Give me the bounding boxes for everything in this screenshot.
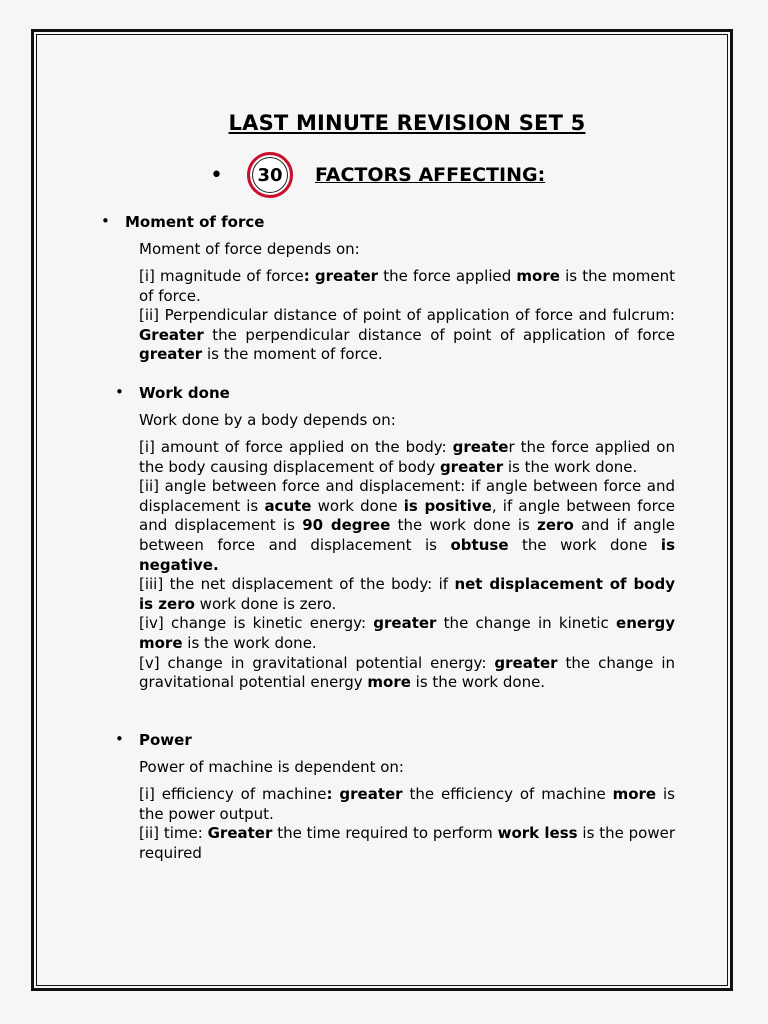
text-run: [iv] change is kinetic energy: xyxy=(139,614,374,633)
bold-text: : xyxy=(303,267,310,285)
bold-text: greater xyxy=(494,653,558,672)
factor-point xyxy=(139,267,675,306)
bold-text: greater xyxy=(314,267,379,285)
text-run: work done xyxy=(311,496,404,515)
page-title: LAST MINUTE REVISION SET 5 xyxy=(228,111,586,135)
bold-text: work less xyxy=(497,824,578,843)
text-run: the efficiency of machine xyxy=(402,785,613,803)
text-run: [iii] the net displacement of the body: if xyxy=(139,575,455,594)
section-heading-label: Moment of force xyxy=(125,213,265,231)
bold-text: Greater xyxy=(207,824,273,843)
text-run: is the power output. xyxy=(139,785,675,823)
factor-point xyxy=(139,785,675,824)
text-run: [v] change in gravitational potential energy: xyxy=(139,653,495,672)
bold-text: Greater xyxy=(139,325,204,344)
subtitle-row xyxy=(210,152,545,198)
bold-text: is positive xyxy=(403,496,492,515)
text-run: [i] amount of force applied on the body: xyxy=(139,438,453,456)
bold-text: greater xyxy=(339,785,403,803)
section-body-moment xyxy=(139,267,675,365)
text-run: [ii] angle between force and displacement: if angle between force and displacement is xyxy=(139,477,675,515)
section-heading-label: Work done xyxy=(139,384,230,402)
text-run: , if angle between force and displacement is xyxy=(139,496,675,535)
bold-text: is negative. xyxy=(139,535,675,574)
text-run: is the moment of force. xyxy=(139,267,676,305)
bold-text: greater xyxy=(439,457,504,476)
text-run: [i] magnitude of force xyxy=(139,267,304,285)
bold-text: greate xyxy=(452,438,509,456)
text-run: the work done is xyxy=(390,516,538,535)
section-body-work xyxy=(139,438,675,693)
factor-point xyxy=(139,654,675,693)
text-run: the work done xyxy=(508,535,661,554)
text-run: is the moment of force. xyxy=(202,345,383,364)
section-heading-label: Power xyxy=(139,731,192,749)
factor-point xyxy=(139,477,675,575)
text-run: work done is zero. xyxy=(194,594,337,613)
section-heading-work xyxy=(115,383,230,402)
factor-point xyxy=(139,824,675,863)
section-intro-work: Work done by a body depends on: xyxy=(139,411,396,429)
text-run: is the power required xyxy=(139,824,675,862)
section-body-power xyxy=(139,785,675,863)
bold-text: energy more xyxy=(139,614,675,652)
bold-text: more xyxy=(612,785,657,803)
text-run: r the force applied on the body causing displacement of body xyxy=(139,438,675,476)
text-run: and if angle between force and displacement is xyxy=(139,516,675,554)
bullet-icon: • xyxy=(101,212,110,230)
bold-text: zero xyxy=(537,516,574,535)
section-intro-power: Power of machine is dependent on: xyxy=(139,758,404,776)
text-run: the change in kinetic xyxy=(436,614,617,633)
text-run: [ii] Perpendicular distance of point of application of force and fulcrum: xyxy=(139,306,675,325)
text-run: the perpendicular distance of point of application of force xyxy=(203,325,675,344)
bold-text: greater xyxy=(373,614,437,633)
bold-text: more xyxy=(516,267,560,285)
bold-text: net displacement of body is zero xyxy=(139,575,675,613)
section-intro-moment: Moment of force depends on: xyxy=(139,240,360,258)
text-run: the change in gravitational potential energy xyxy=(139,653,675,692)
factor-point xyxy=(139,614,675,653)
text-run: the force applied xyxy=(378,267,517,285)
bullet-icon: • xyxy=(115,730,124,748)
bold-text: obtuse xyxy=(450,535,509,554)
bold-text: more xyxy=(367,673,411,692)
bold-text: acute xyxy=(264,496,312,515)
number-badge-icon: 30 xyxy=(247,152,293,198)
text-run: is the work done. xyxy=(182,633,317,652)
section-heading-power xyxy=(115,730,192,749)
subtitle: FACTORS AFFECTING: xyxy=(314,164,546,186)
factor-point xyxy=(139,306,675,365)
text-run: the time required to perform xyxy=(272,824,498,843)
text-run: is the work done. xyxy=(503,457,638,476)
factor-point xyxy=(139,575,675,614)
section-heading-moment xyxy=(101,212,265,231)
text-run: [ii] time: xyxy=(139,824,208,843)
bullet-icon: • xyxy=(115,383,124,401)
bold-text: : xyxy=(326,785,333,803)
text-run: is the work done. xyxy=(410,673,546,692)
text-run: [i] efficiency of machine xyxy=(139,785,327,803)
bold-text: 90 degree xyxy=(302,516,391,535)
bold-text: greater xyxy=(139,345,203,364)
bullet-icon: • xyxy=(210,162,223,188)
factor-point xyxy=(139,438,675,477)
